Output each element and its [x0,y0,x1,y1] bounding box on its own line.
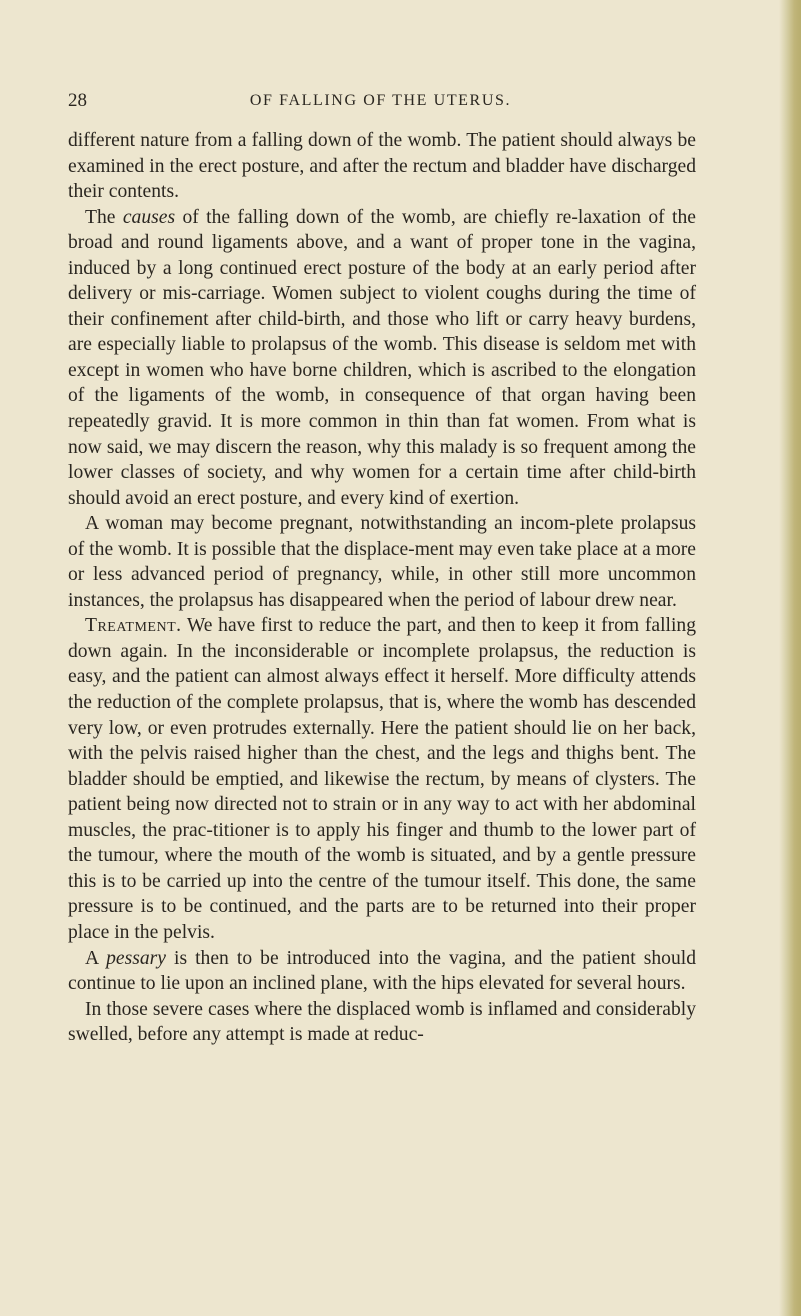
paragraph-6: In those severe cases where the displaced womb is inflamed and considerably swelled, before any attempt is made at reduc- [68,998,696,1046]
section-heading-treatment: Treatment. [85,615,182,637]
page-edge [779,0,801,1316]
emphasis-causes: causes [122,206,176,228]
paragraph-2: The causes of the falling down of the womb, are chiefly re-laxation of the broad and round ligaments above, and a want of proper tone in the vagina, induced by a long continued erect posture of the body at an early period after delivery or mis-carriage. Women subject to violent coughs during the time of their confinement after child-birth, and those who lift or carry heavy burdens, are especially liable to prolapsus of the womb. This disease is seldom met with except in women who have borne children, which is ascribed to the elongation of the ligaments of the womb, in consequence of that organ having been repeatedly gravid. It is more common in thin than fat women. From what is now said, we may discern the reason, why this malady is so frequent among the lower classes of society, and why women for a certain time after child-birth should avoid an erect posture, and every kind of exertion. [68,206,696,509]
paragraph-4: Treatment. We have first to reduce the part, and then to keep it from falling down again. In the inconsiderable or incomplete prolapsus, the reduction is easy, and the patient can almost always effect it herself. More difficulty attends the reduction of the complete prolapsus, that is, where the womb has descended very low, or even protrudes externally. Here the patient should lie on her back, with the pelvis raised higher than the chest, and the legs and thighs bent. The bladder should be emptied, and likewise the rectum, by means of clysters. The patient being now directed not to strain or in any way to act with her abdominal muscles, the prac-titioner is to apply his finger and thumb to the lower part of the tumour, where the mouth of the womb is situated, and by a gentle pressure this is to be carried up into the centre of the tumour itself. This done, the same pressure is to be continued, and the parts are to be returned into their proper place in the pelvis. [68,615,696,943]
emphasis-pessary: pessary [106,947,166,969]
running-title: OF FALLING OF THE UTERUS. [249,92,512,109]
paragraph-5: A pessary is then to be introduced into the vagina, and the patient should continue to lie upon an inclined plane, with the hips elevated for several hours. [68,947,696,995]
page-header [68,90,693,120]
body-text [68,128,696,1048]
paragraph-3: A woman may become pregnant, notwithstanding an incom-plete prolapsus of the womb. It is possible that the displace-ment may even take place at a more or less advanced period of pregnancy, while, in other still more uncommon instances, the prolapsus has disappeared when the period of labour drew near. [68,513,696,611]
paragraph-1: different nature from a falling down of the womb. The patient should always be examined in the erect posture, and after the rectum and bladder have discharged their contents. [68,130,696,203]
page-number: 28 [68,90,87,111]
